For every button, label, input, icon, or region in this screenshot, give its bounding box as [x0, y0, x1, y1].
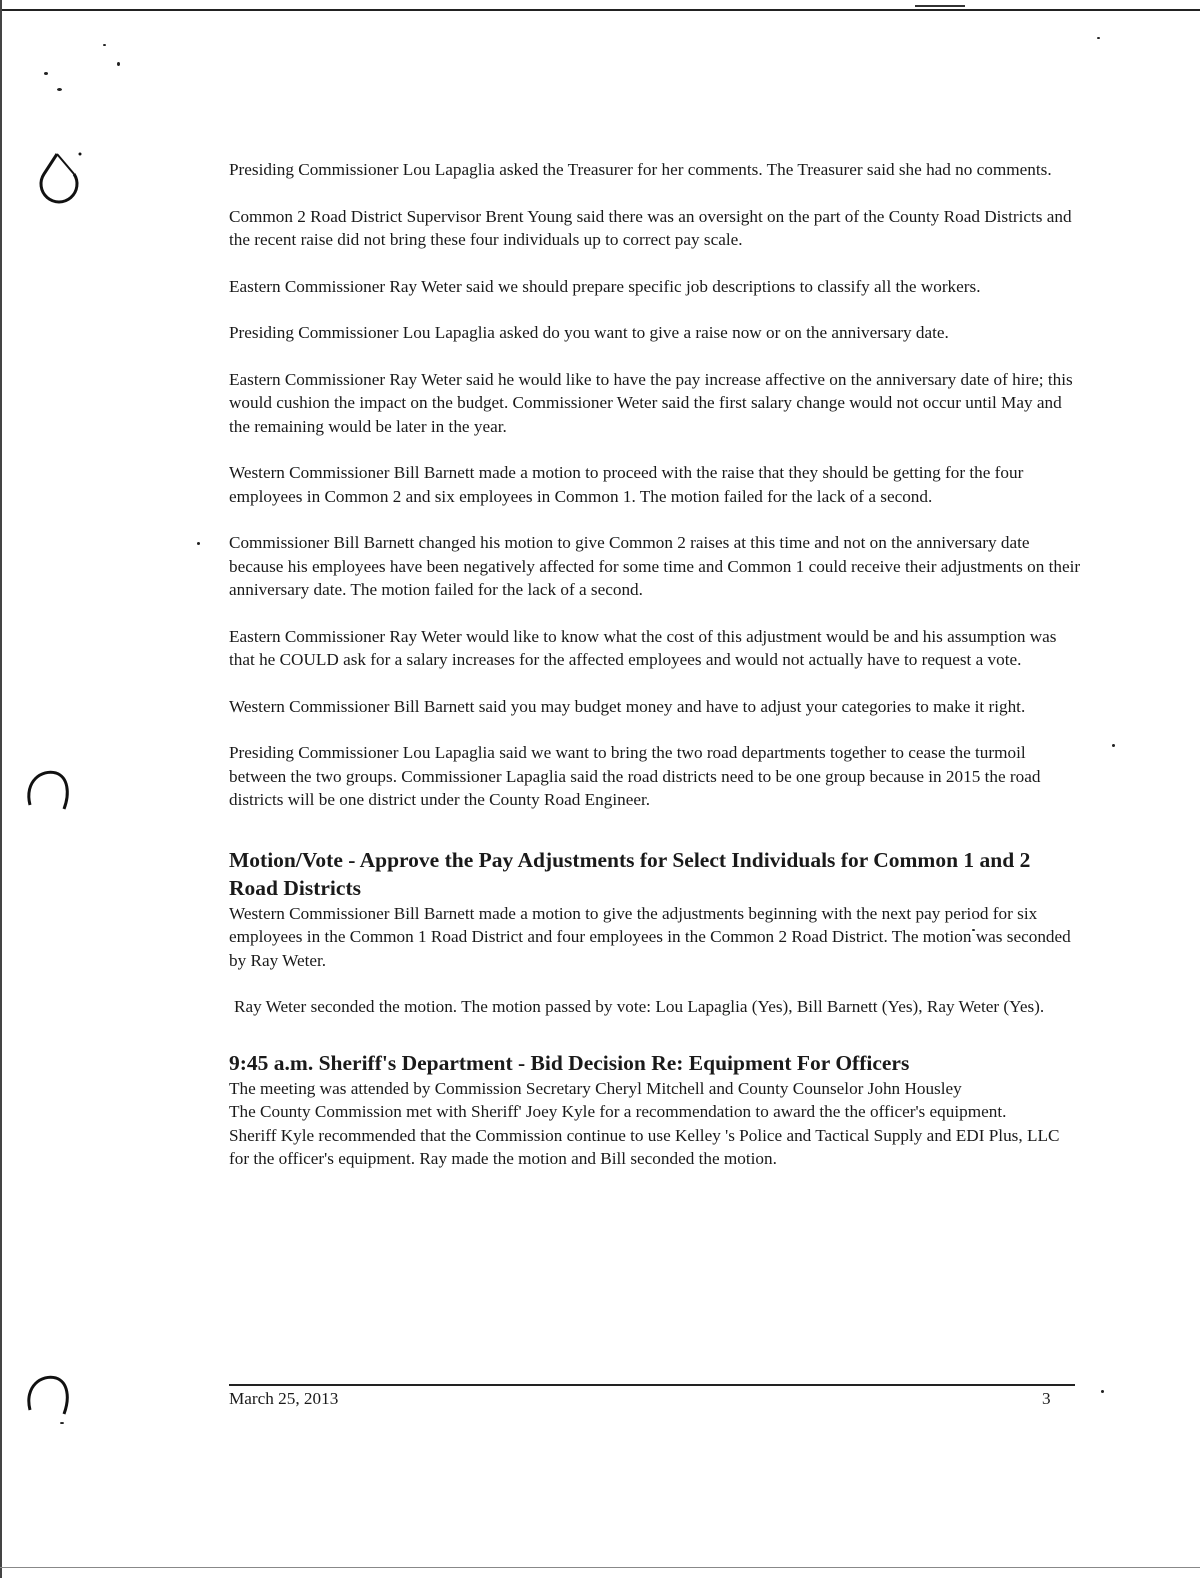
paragraph: The meeting was attended by Commission Secretary Cheryl Mitchell and County Counselor John Housley [229, 1078, 962, 1098]
scan-speck [1112, 744, 1115, 747]
punch-hole-icon [24, 765, 74, 813]
paragraph: Commissioner Bill Barnett changed his motion to give Common 2 raises at this time and not on the anniversary date because his employees have been negatively affected for some time and Common 1 could receive their adjustments on their anniversary date. The motion failed for the lack of a second. [229, 533, 1081, 599]
scan-speck [103, 44, 106, 46]
document-body [229, 158, 1081, 1171]
page-number: 3 [1042, 1389, 1051, 1408]
paragraph: Sheriff Kyle recommended that the Commission continue to use Kelley 's Police and Tactical Supply and EDI Plus, LLC for the officer's equipment. Ray made the motion and Bill seconded the motion. [229, 1125, 1060, 1168]
punch-hole-icon [24, 1370, 74, 1418]
paragraph: The County Commission met with Sheriff' Joey Kyle for a recommendation to award the the officer's equipment. [229, 1102, 1007, 1121]
paragraph: Presiding Commissioner Lou Lapaglia said we want to bring the two road departments together to cease the turmoil between the two groups. Commissioner Lapaglia said the road districts need to be one group because in 2015 the road districts will be one district under the County Road Engineer. [229, 743, 1041, 809]
paragraph: Common 2 Road District Supervisor Brent Young said there was an oversight on the part of the County Road Districts and the recent raise did not bring these four individuals up to correct pay scale. [229, 206, 1072, 249]
section-spacer [229, 1019, 1081, 1049]
paragraph: Presiding Commissioner Lou Lapaglia asked do you want to give a raise now or on the anniversary date. [229, 323, 949, 342]
top-scan-edge [0, 9, 1200, 11]
top-scan-mark [915, 5, 965, 7]
scan-speck [197, 542, 200, 545]
scan-speck [44, 72, 48, 75]
paragraph: Eastern Commissioner Ray Weter would like to know what the cost of this adjustment would be and his assumption was that he COULD ask for a salary increases for the affected employees and would not actually have to request a vote. [229, 626, 1057, 669]
left-scan-edge [0, 0, 2, 1578]
paragraph: Western Commissioner Bill Barnett said you may budget money and have to adjust your categories to make it right. [229, 696, 1026, 716]
paragraph: Ray Weter seconded the motion. The motion passed by vote: Lou Lapaglia (Yes), Bill Barnett (Yes), Ray Weter (Yes). [234, 997, 1045, 1016]
scan-speck [117, 62, 120, 66]
section-heading-sheriff: 9:45 a.m. Sheriff's Department - Bid Decision Re: Equipment For Officers [229, 1050, 910, 1075]
section-spacer [229, 812, 1081, 846]
paragraph: Western Commissioner Bill Barnett made a motion to proceed with the raise that they should be getting for the four employees in Common 2 and six employees in Common 1. The motion failed for the lack of a second. [229, 463, 1024, 506]
paragraph: Western Commissioner Bill Barnett made a motion to give the adjustments beginning with the next pay period for six employees in the Common 1 Road District and four employees in the Common 2 Road District. The motion was seconded by Ray Weter. [229, 903, 1071, 970]
scan-speck [60, 1422, 64, 1424]
paragraph: Eastern Commissioner Ray Weter said we should prepare specific job descriptions to classify all the workers. [229, 276, 981, 296]
paragraph: Eastern Commissioner Ray Weter said he would like to have the pay increase affective on the anniversary date of hire; this would cushion the impact on the budget. Commissioner Weter said the first salary change would not occur until May and the remaining would be later in the year. [229, 369, 1073, 436]
scan-speck [1097, 37, 1100, 39]
footer-date: March 25, 2013 [229, 1389, 339, 1408]
punch-hole-icon [34, 148, 84, 212]
scan-speck [57, 88, 62, 91]
paragraph: Presiding Commissioner Lou Lapaglia asked the Treasurer for her comments. The Treasurer said she had no comments. [229, 160, 1052, 179]
footer-rule [229, 1384, 1075, 1386]
scan-speck [1101, 1390, 1104, 1393]
bottom-scan-edge [0, 1567, 1200, 1568]
section-heading-motion-vote: Motion/Vote - Approve the Pay Adjustments for Select Individuals for Common 1 and 2 Road Districts [229, 847, 1031, 900]
